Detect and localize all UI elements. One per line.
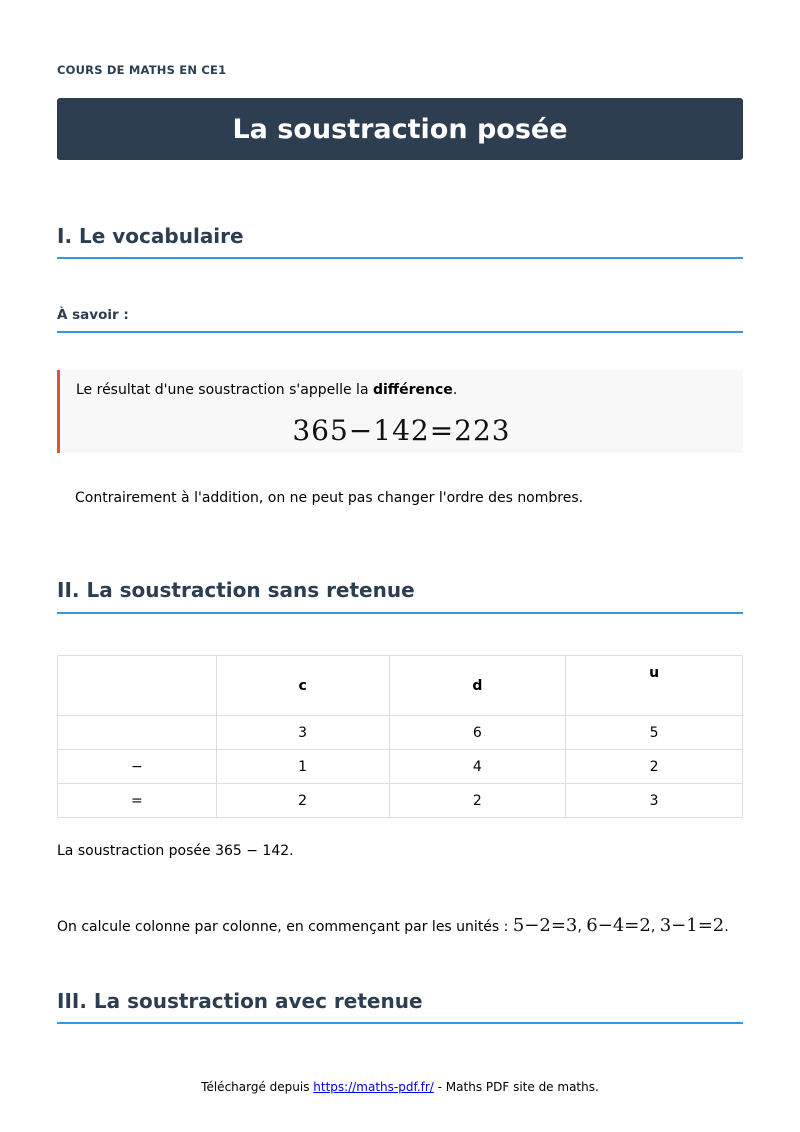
definition-keyword: différence [372,382,453,398]
table-row [58,784,743,818]
table-row [58,750,743,784]
method-separator: , [650,919,656,935]
footer-prefix: Téléchargé depuis [201,1080,314,1094]
footer-link[interactable]: https://maths-pdf.fr/ [313,1080,434,1094]
method-separator: , [577,919,582,935]
method-text: On calcule colonne par colonne, en commençant par les unités : [57,919,509,935]
table-header-cell: u [566,656,743,716]
page-footer [0,1080,800,1094]
table-cell: 3 [566,784,743,818]
section-heading-avec-retenue: III. La soustraction avec retenue [57,989,743,1024]
table-cell: 6 [389,716,566,750]
table-cell: 3 [216,716,389,750]
footer-suffix: - Maths PDF site de maths. [433,1080,599,1094]
table-cell: − [58,750,217,784]
table-cell: 5 [566,716,743,750]
method-end-punctuation: . [724,919,729,935]
method-paragraph [57,915,743,936]
table-cell: 2 [566,750,743,784]
definition-text-start: Le résultat d'une soustraction s'appelle la [76,382,373,398]
table-caption: La soustraction posée 365 − 142. [57,843,294,859]
title-banner [57,98,743,160]
section-heading-vocabulaire: I. Le vocabulaire [57,224,743,259]
table-cell: 4 [389,750,566,784]
table-header-cell: c [216,656,389,716]
table-header-row [58,656,743,716]
table-cell: 2 [389,784,566,818]
subtraction-table [57,655,743,818]
method-formula-tens: 6−4=2 [586,915,651,936]
table-cell: = [58,784,217,818]
method-formula-units: 5−2=3 [512,915,578,936]
table-cell [58,716,217,750]
table-cell: 2 [216,784,389,818]
definition-formula: 365−142=223 [292,414,511,447]
table-cell: 1 [216,750,389,784]
table-header-cell: d [389,656,566,716]
method-formula-hundreds: 3−1=2 [659,915,725,936]
order-remark: Contrairement à l'addition, on ne peut pas changer l'ordre des nombres. [75,490,584,506]
definition-text [76,382,457,398]
section-heading-sans-retenue: II. La soustraction sans retenue [57,578,743,614]
table-row [58,716,743,750]
a-savoir-heading: À savoir : [57,307,743,333]
definition-box [57,370,743,453]
course-kicker: COURS DE MATHS EN CE1 [57,63,227,77]
definition-text-end: . [452,382,458,398]
table-header-cell [58,656,217,716]
page-title: La soustraction posée [232,113,568,145]
